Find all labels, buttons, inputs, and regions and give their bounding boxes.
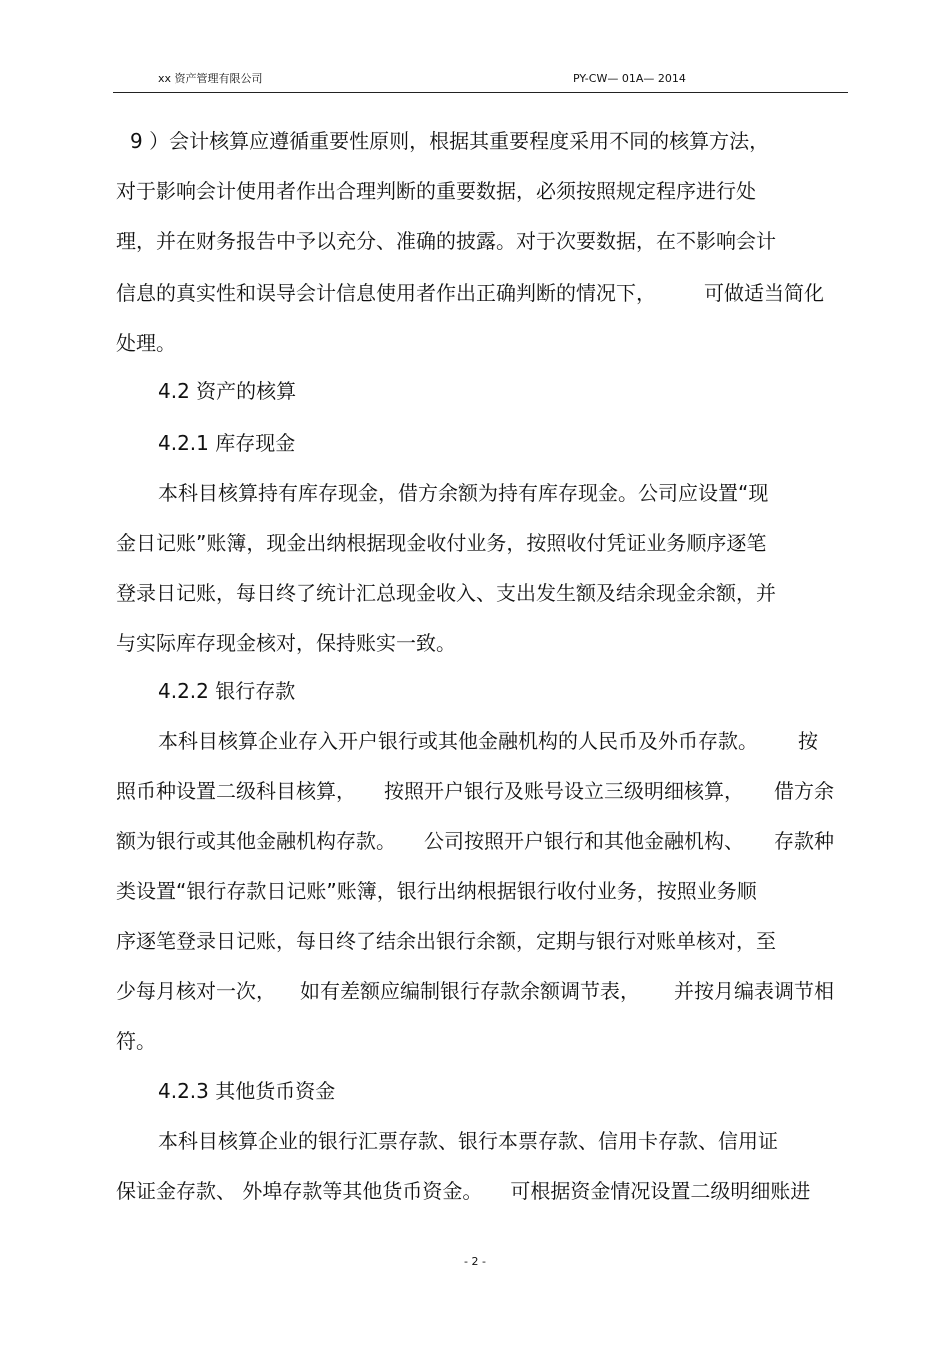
page-number: - 2 - (464, 1255, 486, 1268)
other-funds-paragraph-line-2-part-b: 可根据资金情况设置二级明细账进 (510, 1179, 811, 1203)
section-heading-4-2-2: 4.2.2 银行存款 (158, 679, 296, 703)
bank-paragraph-line-6-part-a: 少每月核对一次， (116, 979, 276, 1003)
bank-paragraph-line-2-part-b: 按照开户银行及账号设立三级明细核算， (384, 779, 744, 803)
paragraph-9-line-1: 9 ）会计核算应遵循重要性原则，根据其重要程度采用不同的核算方法， (130, 129, 770, 153)
bank-paragraph-line-6-part-b: 如有差额应编制银行存款余额调节表， (300, 979, 640, 1003)
header-company-name: xx 资产管理有限公司 (158, 72, 263, 85)
section-heading-4-2-3: 4.2.3 其他货币资金 (158, 1079, 336, 1103)
paragraph-9-line-4-part-a: 信息的真实性和误导会计信息使用者作出正确判断的情况下， (116, 281, 656, 305)
bank-paragraph-line-4: 类设置“银行存款日记账”账簿，银行出纳根据银行收付业务，按照业务顺 (116, 879, 757, 903)
bank-paragraph-line-3-part-c: 存款种 (774, 829, 834, 853)
bank-paragraph-line-1 (158, 728, 818, 754)
bank-paragraph-line-5: 序逐笔登录日记账，每日终了结余出银行余额，定期与银行对账单核对，至 (116, 929, 776, 953)
bank-paragraph-line-2 (116, 778, 834, 804)
bank-paragraph-line-3 (116, 828, 834, 854)
bank-paragraph-line-3-part-a: 额为银行或其他金融机构存款。 (116, 829, 396, 853)
paragraph-9-line-2: 对于影响会计使用者作出合理判断的重要数据，必须按照规定程序进行处 (116, 179, 756, 203)
paragraph-9-line-4 (116, 280, 824, 306)
paragraph-9-line-4-part-b: 可做适当简化 (704, 281, 824, 305)
bank-paragraph-line-2-part-a: 照币种设置二级科目核算， (116, 779, 356, 803)
bank-paragraph-line-7: 符。 (116, 1029, 156, 1053)
bank-paragraph-line-1-part-a: 本科目核算企业存入开户银行或其他金融机构的人民币及外币存款。 (158, 729, 758, 753)
paragraph-9-line-5: 处理。 (116, 331, 176, 355)
bank-paragraph-line-3-part-b: 公司按照开户银行和其他金融机构、 (424, 829, 744, 853)
bank-paragraph-line-6 (116, 978, 834, 1004)
section-heading-4-2-1: 4.2.1 库存现金 (158, 431, 296, 455)
section-heading-4-2: 4.2 资产的核算 (158, 379, 297, 403)
other-funds-paragraph-line-2 (116, 1178, 810, 1204)
bank-paragraph-line-2-part-c: 借方余 (774, 779, 834, 803)
cash-paragraph-line-3: 登录日记账，每日终了统计汇总现金收入、支出发生额及结余现金余额，并 (116, 581, 776, 605)
other-funds-paragraph-line-1: 本科目核算企业的银行汇票存款、银行本票存款、信用卡存款、信用证 (158, 1129, 778, 1153)
bank-paragraph-line-1-part-b: 按 (798, 729, 818, 753)
cash-paragraph-line-2: 金日记账”账簿，现金出纳根据现金收付业务，按照收付凭证业务顺序逐笔 (116, 531, 767, 555)
paragraph-9-line-3: 理，并在财务报告中予以充分、准确的披露。对于次要数据，在不影响会计 (116, 229, 776, 253)
bank-paragraph-line-6-part-c: 并按月编表调节相 (674, 979, 834, 1003)
other-funds-paragraph-line-2-part-a: 保证金存款、 外埠存款等其他货币资金。 (116, 1179, 483, 1203)
header-document-code: PY-CW— 01A— 2014 (573, 72, 686, 85)
cash-paragraph-line-1: 本科目核算持有库存现金，借方余额为持有库存现金。公司应设置“现 (158, 481, 769, 505)
cash-paragraph-line-4: 与实际库存现金核对，保持账实一致。 (116, 631, 456, 655)
